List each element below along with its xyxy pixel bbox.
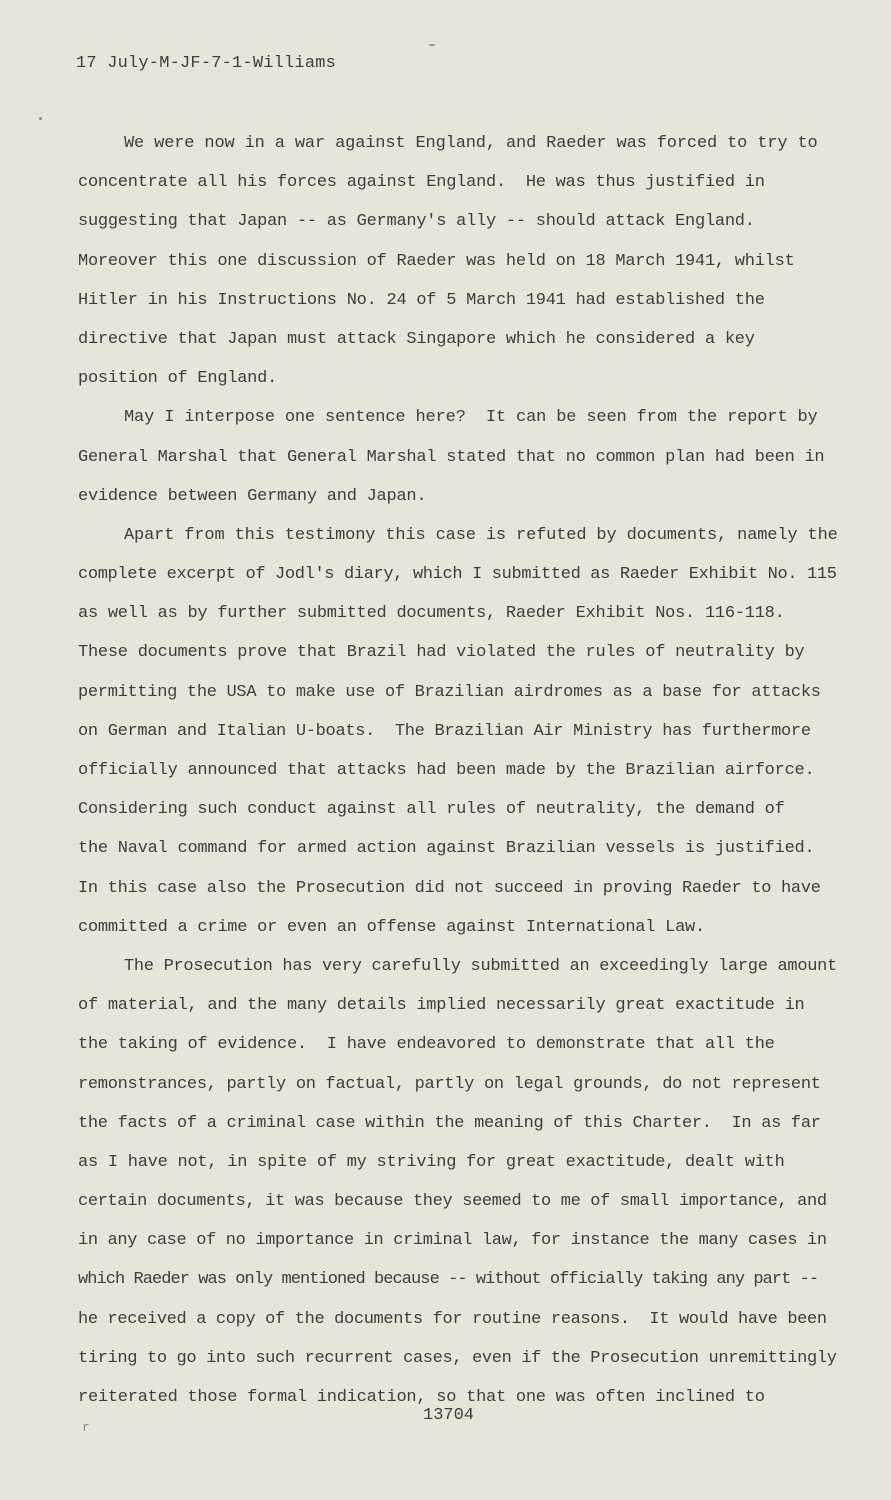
text-line: officially announced that attacks had been made by the Brazilian airforce. — [78, 761, 815, 780]
document-header: 17 July-M-JF-7-1-Williams — [76, 54, 337, 73]
text-line: complete excerpt of Jodl's diary, which I submitted as Raeder Exhibit No. 115 — [78, 565, 837, 585]
text-line: May I interpose one sentence here? It can be seen from the report by — [124, 408, 818, 428]
text-line: the taking of evidence. I have endeavored to demonstrate that all the — [78, 1035, 775, 1055]
text-line: Moreover this one discussion of Raeder was held on 18 March 1941, whilst — [78, 251, 795, 271]
text-line: he received a copy of the documents for routine reasons. It would have been — [78, 1309, 827, 1329]
document-body — [78, 124, 843, 1417]
paper-speck — [429, 44, 435, 46]
text-line: Hitler in his Instructions No. 24 of 5 March 1941 had established the — [78, 290, 765, 310]
text-line: In this case also the Prosecution did not succeed in proving Raeder to have — [78, 878, 821, 898]
text-line: the facts of a criminal case within the meaning of this Charter. In as far — [78, 1113, 821, 1133]
text-line: as I have not, in spite of my striving for great exactitude, dealt with — [78, 1152, 785, 1172]
text-line: reiterated those formal indication, so that one was often inclined to — [78, 1388, 765, 1407]
text-line: on German and Italian U-boats. The Brazilian Air Ministry has furthermore — [78, 721, 811, 741]
text-line: the Naval command for armed action against Brazilian vessels is justified. — [78, 839, 815, 859]
text-line: suggesting that Japan -- as Germany's ally -- should attack England. — [78, 212, 755, 232]
paper-speck — [39, 117, 42, 120]
text-line: concentrate all his forces against England. He was thus justified in — [78, 173, 765, 193]
text-line: The Prosecution has very carefully submitted an exceedingly large amount — [124, 956, 837, 976]
text-line: Considering such conduct against all rules of neutrality, the demand of — [78, 800, 785, 820]
text-line: in any case of no importance in criminal law, for instance the many cases in — [78, 1231, 827, 1251]
text-line: permitting the USA to make use of Brazilian airdromes as a base for attacks — [78, 682, 821, 702]
text-line: evidence between Germany and Japan. — [78, 486, 427, 506]
text-line: committed a crime or even an offense against International Law. — [78, 917, 705, 937]
text-line: We were now in a war against England, and Raeder was forced to try to — [124, 134, 818, 153]
text-line: General Marshal that General Marshal stated that no common plan had been in — [78, 447, 825, 467]
text-line: position of England. — [78, 369, 278, 389]
text-line: directive that Japan must attack Singapore which he considered a key — [78, 329, 755, 349]
text-line: These documents prove that Brazil had violated the rules of neutrality by — [78, 643, 805, 663]
text-line: which Raeder was only mentioned because -- without officially taking any part -- — [78, 1270, 819, 1290]
text-line: Apart from this testimony this case is refuted by documents, namely the — [124, 525, 838, 545]
text-line: as well as by further submitted documents, Raeder Exhibit Nos. 116-118. — [78, 604, 785, 624]
text-line: remonstrances, partly on factual, partly on legal grounds, do not represent — [78, 1074, 821, 1094]
text-line: certain documents, it was because they seemed to me of small importance, and — [78, 1192, 827, 1212]
corner-mark: r — [82, 1420, 90, 1435]
text-line: tiring to go into such recurrent cases, even if the Prosecution unremittingly — [78, 1348, 837, 1368]
page-number: 13704 — [423, 1406, 475, 1425]
text-line: of material, and the many details implied necessarily great exactitude in — [78, 996, 805, 1016]
